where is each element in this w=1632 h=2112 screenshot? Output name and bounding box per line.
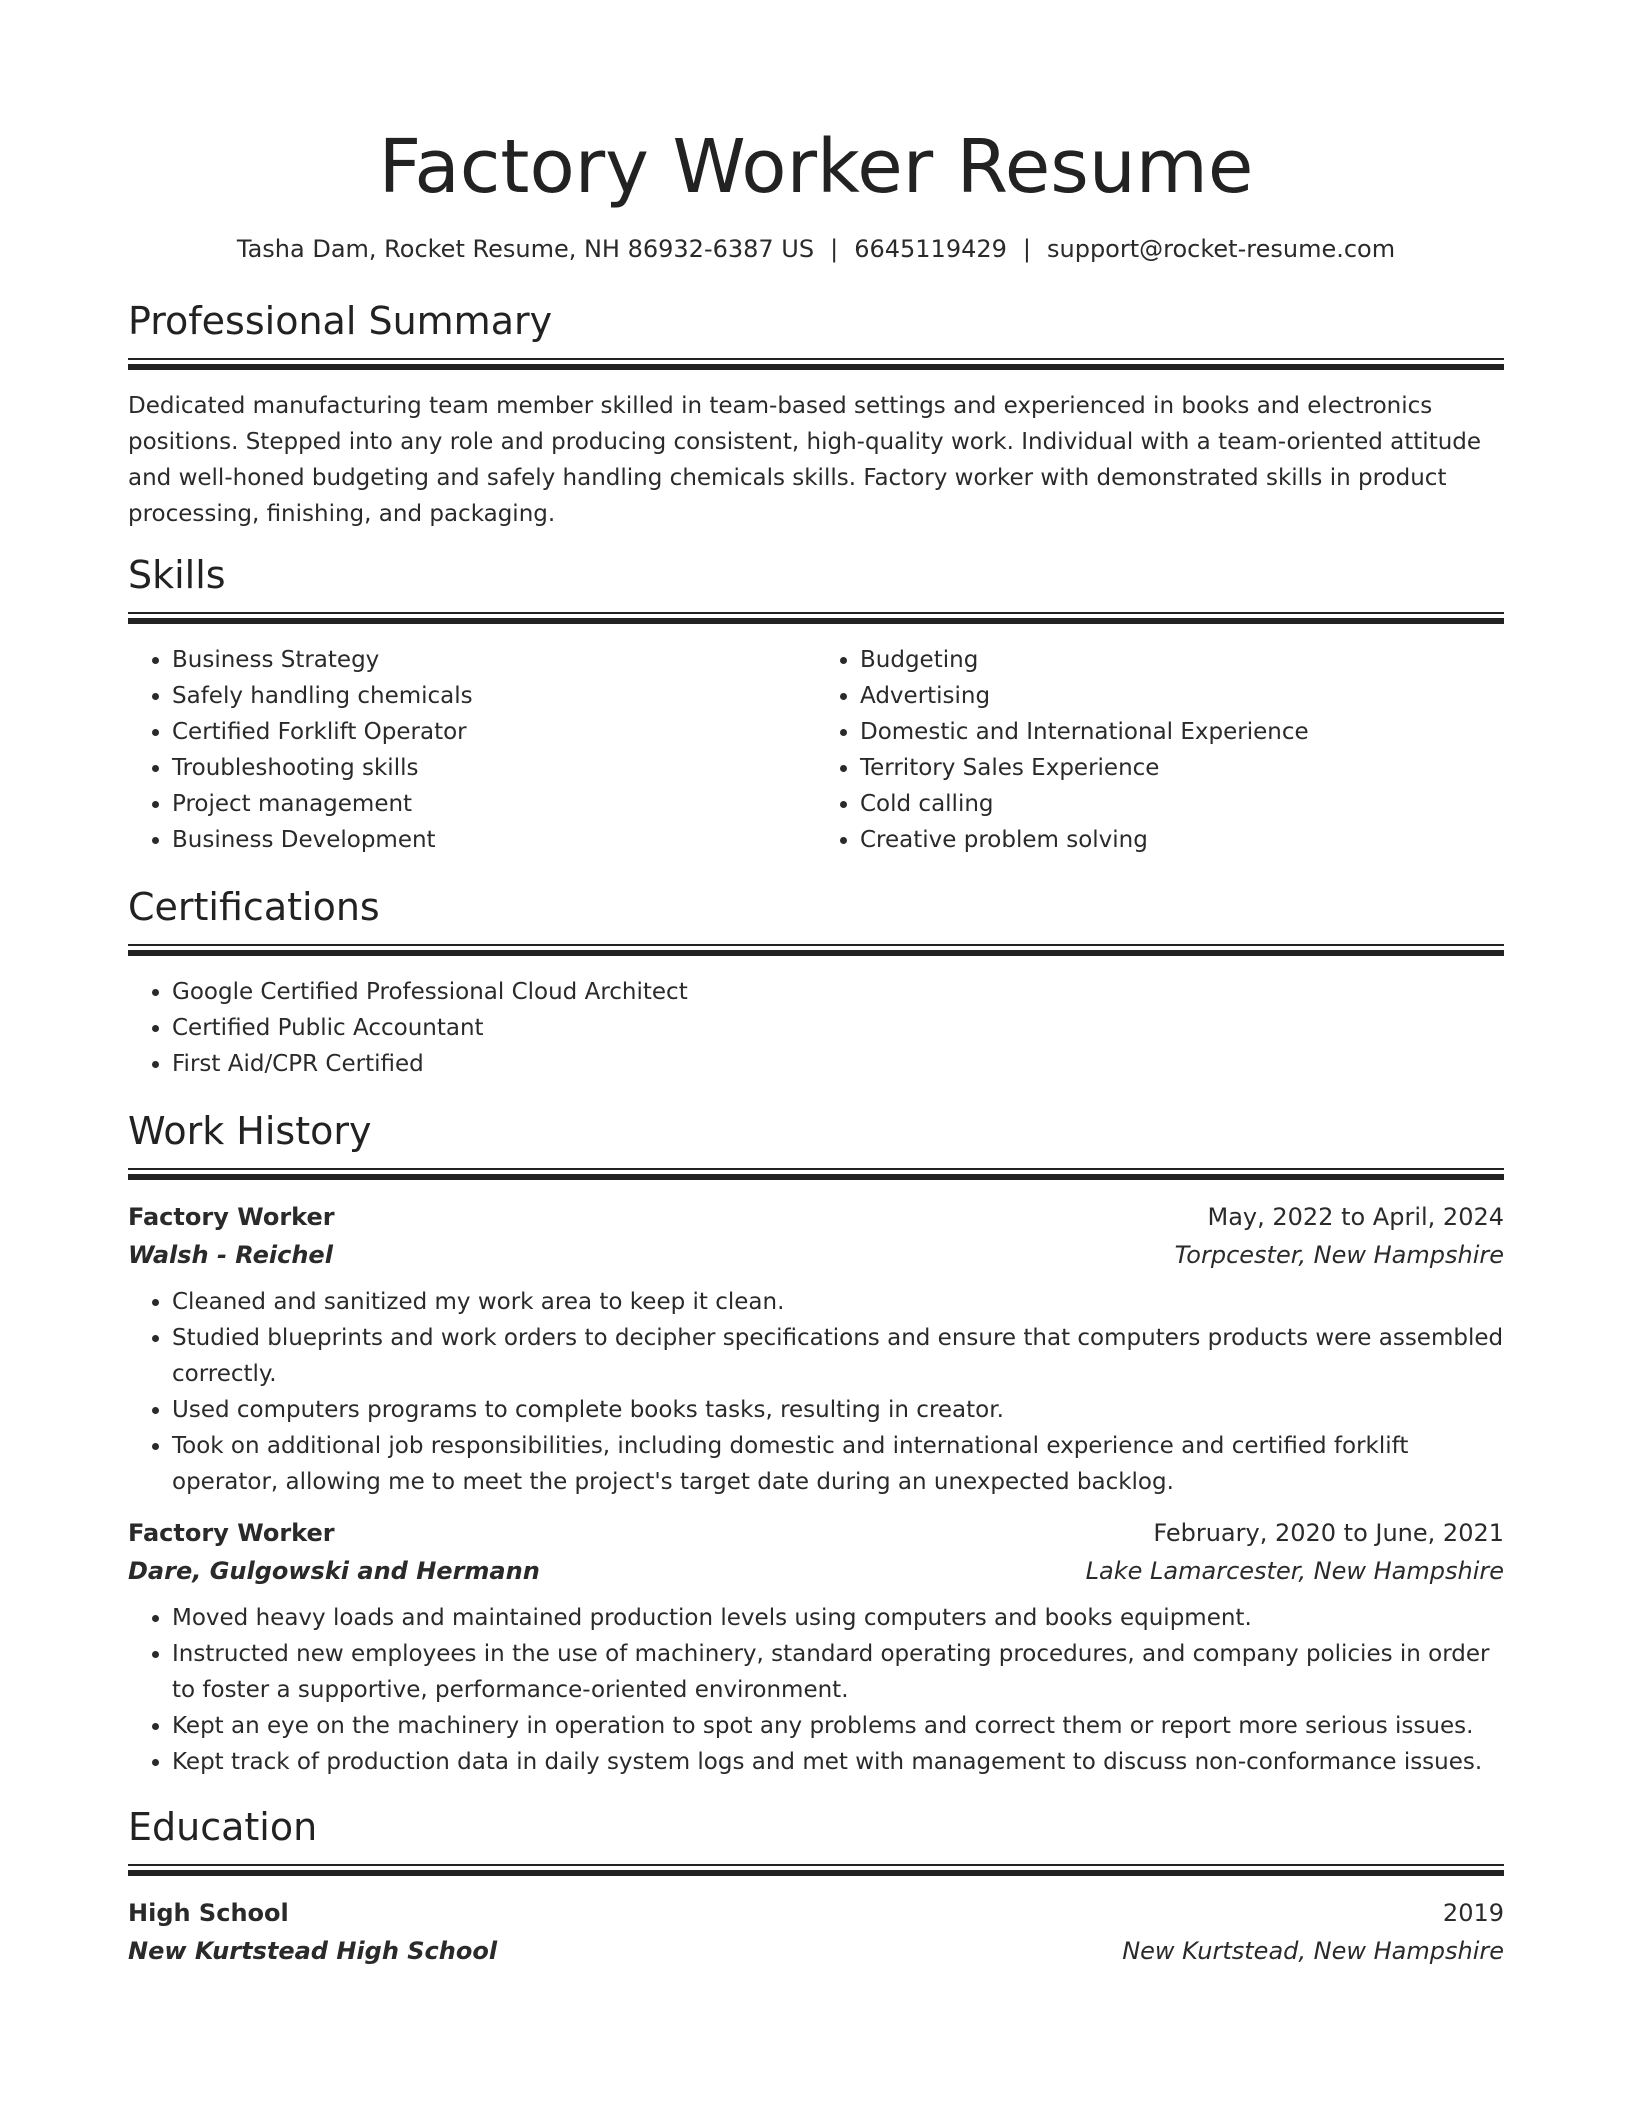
job-bullet: • Took on additional job responsibilities, including domestic and international experience and certified forklift operator, allowing me to meet the project's target date during an unexpected backlog. bbox=[172, 1428, 1504, 1500]
skill-item: • Safely handling chemicals bbox=[172, 678, 816, 714]
skill-item: • Domestic and International Experience bbox=[860, 714, 1504, 750]
certification-item: • First Aid/CPR Certified bbox=[172, 1046, 1504, 1082]
contact-line bbox=[128, 234, 1504, 264]
education-subheader bbox=[128, 1932, 1504, 1970]
resume-title: Factory Worker Resume bbox=[378, 124, 1254, 210]
job-bullet: • Kept an eye on the machinery in operation to spot any problems and correct them or report more serious issues. bbox=[172, 1708, 1504, 1744]
skills-section bbox=[128, 552, 1504, 858]
education-location: New Kurtstead, New Hampshire bbox=[1122, 1937, 1504, 1965]
job-bullets bbox=[128, 1284, 1504, 1500]
section-divider bbox=[128, 1864, 1504, 1876]
education-school: New Kurtstead High School bbox=[128, 1937, 498, 1965]
job-title: Factory Worker bbox=[128, 1519, 335, 1547]
education-header bbox=[128, 1894, 1504, 1932]
job-subheader bbox=[128, 1236, 1504, 1274]
job-bullet: • Moved heavy loads and maintained production levels using computers and books equipment. bbox=[172, 1600, 1504, 1636]
skill-item: • Budgeting bbox=[860, 642, 1504, 678]
work-history-section bbox=[128, 1108, 1504, 1780]
job-company: Dare, Gulgowski and Hermann bbox=[128, 1557, 540, 1585]
certification-item: • Certified Public Accountant bbox=[172, 1010, 1504, 1046]
skill-item: • Advertising bbox=[860, 678, 1504, 714]
job-bullet: • Studied blueprints and work orders to decipher specifications and ensure that computers products were assembled correctly. bbox=[172, 1320, 1504, 1392]
education-year: 2019 bbox=[1442, 1899, 1504, 1927]
certifications-section bbox=[128, 884, 1504, 1082]
skills-column-left bbox=[128, 642, 816, 858]
job-header bbox=[128, 1198, 1504, 1236]
skill-item: • Business Development bbox=[172, 822, 816, 858]
skill-item: • Cold calling bbox=[860, 786, 1504, 822]
skill-item: • Troubleshooting skills bbox=[172, 750, 816, 786]
section-heading-certifications: Certifications bbox=[128, 885, 380, 929]
skill-item: • Certified Forklift Operator bbox=[172, 714, 816, 750]
certifications-list bbox=[128, 974, 1504, 1082]
skills-list-left bbox=[128, 642, 816, 858]
job-dates: February, 2020 to June, 2021 bbox=[1153, 1519, 1504, 1547]
summary-text: Dedicated manufacturing team member skilled in team-based settings and experienced in books and electronics positions. Stepped into any role and producing consistent, high-quality work. Individual with a team-oriented attitude and well-honed budgeting and safely handling chemicals skills. Factory worker with demonstrated skills in product processing, finishing, and packaging. bbox=[128, 393, 1482, 527]
skill-item: • Project management bbox=[172, 786, 816, 822]
skills-list-right bbox=[816, 642, 1504, 858]
job-entry bbox=[128, 1514, 1504, 1780]
section-heading-education: Education bbox=[128, 1805, 318, 1849]
education-entry bbox=[128, 1894, 1504, 1970]
job-title: Factory Worker bbox=[128, 1203, 335, 1231]
section-heading-summary: Professional Summary bbox=[128, 299, 553, 343]
section-divider bbox=[128, 358, 1504, 370]
summary-section bbox=[128, 298, 1504, 532]
job-header bbox=[128, 1514, 1504, 1552]
section-divider bbox=[128, 944, 1504, 956]
job-spacer bbox=[128, 1500, 1504, 1514]
skill-item: • Territory Sales Experience bbox=[860, 750, 1504, 786]
contact-separator: | bbox=[830, 235, 839, 263]
job-bullet: • Instructed new employees in the use of machinery, standard operating procedures, and company policies in order to foster a supportive, performance-oriented environment. bbox=[172, 1636, 1504, 1708]
job-bullets bbox=[128, 1600, 1504, 1780]
skill-item: • Creative problem solving bbox=[860, 822, 1504, 858]
skill-item: • Business Strategy bbox=[172, 642, 816, 678]
section-heading-skills: Skills bbox=[128, 553, 226, 597]
section-divider bbox=[128, 612, 1504, 624]
job-location: Lake Lamarcester, New Hampshire bbox=[1085, 1557, 1504, 1585]
job-bullet: • Cleaned and sanitized my work area to keep it clean. bbox=[172, 1284, 1504, 1320]
section-divider bbox=[128, 1168, 1504, 1180]
contact-address: Tasha Dam, Rocket Resume, NH 86932-6387 US bbox=[236, 235, 815, 263]
job-subheader bbox=[128, 1552, 1504, 1590]
job-location: Torpcester, New Hampshire bbox=[1174, 1241, 1504, 1269]
job-company: Walsh - Reichel bbox=[128, 1241, 333, 1269]
education-degree: High School bbox=[128, 1899, 289, 1927]
job-entry bbox=[128, 1198, 1504, 1500]
education-section bbox=[128, 1804, 1504, 1970]
job-bullet: • Used computers programs to complete books tasks, resulting in creator. bbox=[172, 1392, 1504, 1428]
skills-columns bbox=[128, 642, 1504, 858]
job-bullet: • Kept track of production data in daily system logs and met with management to discuss non-conformance issues. bbox=[172, 1744, 1504, 1780]
contact-email[interactable]: support@rocket-resume.com bbox=[1047, 235, 1396, 263]
contact-phone: 6645119429 bbox=[854, 235, 1007, 263]
job-dates: May, 2022 to April, 2024 bbox=[1207, 1203, 1504, 1231]
certification-item: • Google Certified Professional Cloud Architect bbox=[172, 974, 1504, 1010]
section-heading-work-history: Work History bbox=[128, 1109, 372, 1153]
contact-separator: | bbox=[1022, 235, 1031, 263]
skills-column-right bbox=[816, 642, 1504, 858]
